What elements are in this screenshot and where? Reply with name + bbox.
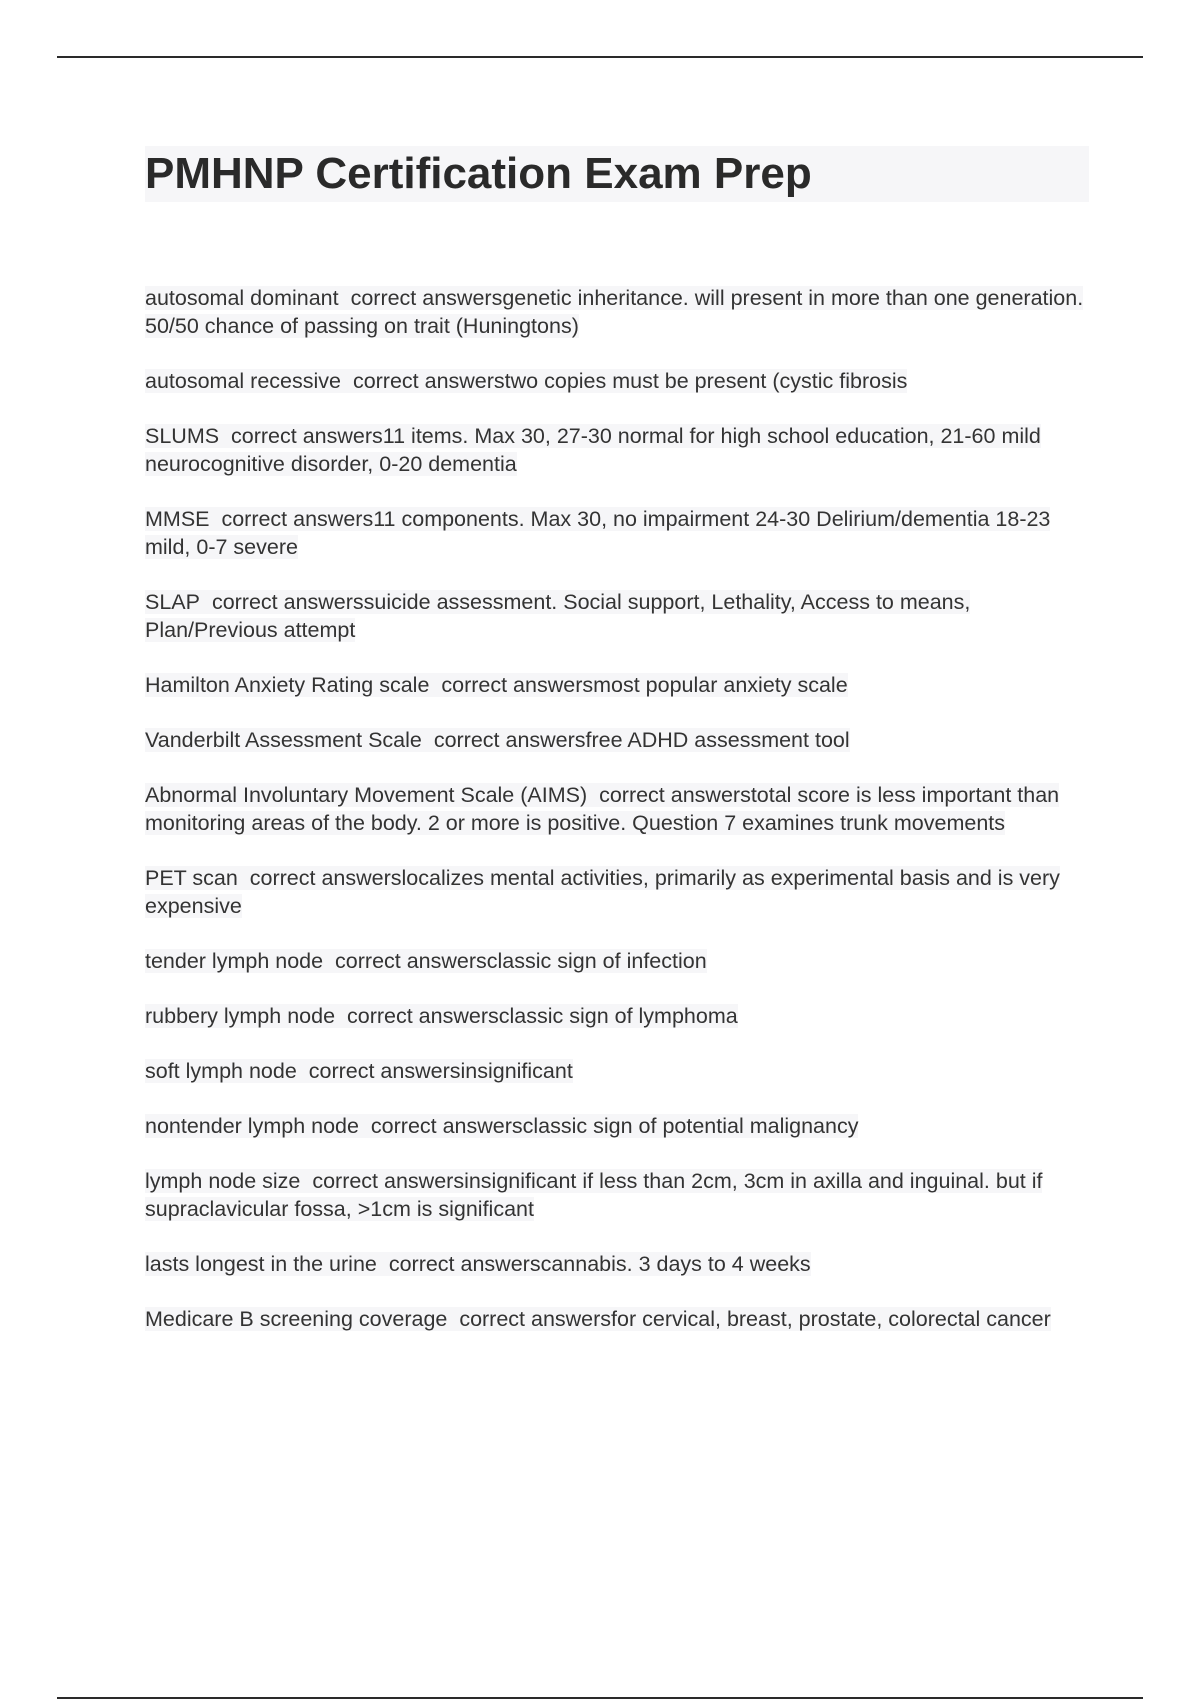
entry-term: soft lymph node (145, 1059, 297, 1083)
entry-autosomal-recessive (145, 367, 1089, 395)
entry-term: MMSE (145, 507, 210, 531)
bottom-rule (57, 1697, 1143, 1699)
entry-soft-lymph-node (145, 1057, 1089, 1085)
entry-answer: correct answersclassic sign of lymphoma (346, 1004, 738, 1028)
entry-tender-lymph-node (145, 947, 1089, 975)
entry-answer: correct answerstwo copies must be present (cystic fibrosis (352, 369, 908, 393)
entry-answer: correct answersinsignificant if less than 2cm, 3cm in axilla and inguinal. but if supraclavicular fossa, >1cm is significant (145, 1169, 1043, 1221)
entry-answer: correct answers11 items. Max 30, 27-30 normal for high school education, 21-60 mild neurocognitive disorder, 0-20 dementia (145, 424, 1041, 476)
flashcard-list (145, 284, 1089, 1360)
entry-term: nontender lymph node (145, 1114, 359, 1138)
entry-answer: correct answersinsignificant (308, 1059, 573, 1083)
entry-slums (145, 422, 1089, 478)
entry-aims (145, 781, 1089, 837)
entry-answer: correct answerscannabis. 3 days to 4 weeks (388, 1252, 811, 1276)
entry-answer: correct answers11 components. Max 30, no impairment 24-30 Delirium/dementia 18-23 mild, 0-7 severe (145, 507, 1051, 559)
entry-term: Vanderbilt Assessment Scale (145, 728, 422, 752)
entry-answer: correct answersfree ADHD assessment tool (433, 728, 850, 752)
entry-pet-scan (145, 864, 1089, 920)
entry-answer: correct answersclassic sign of infection (335, 949, 707, 973)
entry-hamilton-anxiety-rating-scale (145, 671, 1089, 699)
entry-term: Hamilton Anxiety Rating scale (145, 673, 430, 697)
page-title: PMHNP Certification Exam Prep (145, 146, 1089, 202)
entry-answer-tail: s) (560, 314, 579, 338)
entry-answer: correct answerssuicide assessment. Social support, Lethality, Access to means, Plan/Previous attempt (145, 590, 971, 642)
entry-mmse (145, 505, 1089, 561)
top-rule (57, 56, 1143, 58)
entry-term: rubbery lymph node (145, 1004, 336, 1028)
entry-term: Abnormal Involuntary Movement Scale (AIMS) (145, 783, 588, 807)
entry-vanderbilt-assessment-scale (145, 726, 1089, 754)
entry-answer: correct answersfor cervical, breast, prostate, colorectal cancer (459, 1307, 1051, 1331)
entry-answer: correct answersclassic sign of potential malignancy (370, 1114, 859, 1138)
entry-rubbery-lymph-node (145, 1002, 1089, 1030)
entry-autosomal-dominant (145, 284, 1089, 340)
entry-answer: correct answersmost popular anxiety scale (441, 673, 848, 697)
entry-term: SLUMS (145, 424, 220, 448)
entry-term: SLAP (145, 590, 200, 614)
entry-answer: correct answerstotal score is less important than monitoring areas of the body. 2 or more is positive. Question 7 examines trunk movements (145, 783, 1060, 835)
entry-nontender-lymph-node (145, 1112, 1089, 1140)
entry-medicare-b-screening-coverage (145, 1305, 1089, 1333)
entry-term: autosomal dominant (145, 286, 339, 310)
entry-answer: correct answersgenetic inheritance. will present in more than one generation. 50/50 chance of passing on trait (Hunington (145, 286, 1084, 338)
entry-term: PET scan (145, 866, 238, 890)
entry-term: tender lymph node (145, 949, 324, 973)
entry-lasts-longest-in-urine (145, 1250, 1089, 1278)
entry-term: autosomal recessive (145, 369, 341, 393)
entry-term: lymph node size (145, 1169, 301, 1193)
entry-term: lasts longest in the urine (145, 1252, 377, 1276)
entry-answer: correct answerslocalizes mental activities, primarily as experimental basis and is very expensive (145, 866, 1060, 918)
entry-slap (145, 588, 1089, 644)
entry-lymph-node-size (145, 1167, 1089, 1223)
entry-term: Medicare B screening coverage (145, 1307, 448, 1331)
